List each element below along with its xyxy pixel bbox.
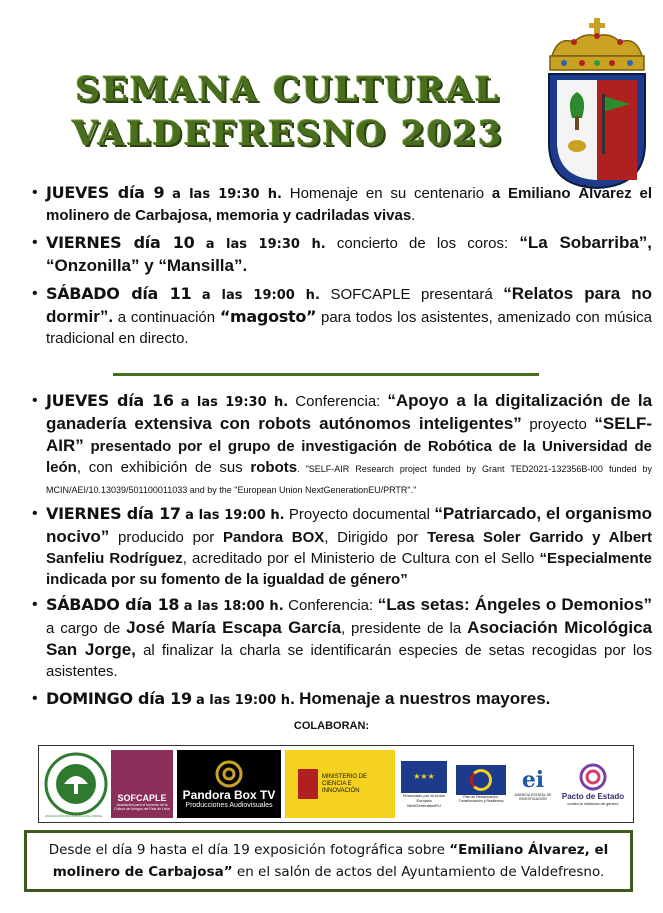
section-divider — [113, 373, 539, 376]
event-text-2: producido por — [118, 529, 215, 546]
exhibition-notice — [24, 830, 633, 892]
event-text: Homenaje en su centenario — [289, 185, 485, 202]
event-highlight-4: robots — [250, 459, 298, 476]
pacto-name: Pacto de Estado — [561, 792, 625, 801]
pandora-logo — [177, 750, 281, 818]
event-highlight: “La Sobarriba”, “Onzonilla” y “Mansilla”. — [46, 233, 653, 275]
pandora-subtitle: Producciones Audiovisuales — [185, 801, 273, 809]
event-text: concierto de los coros: — [336, 235, 509, 252]
event-text: Proyecto documental — [288, 506, 430, 523]
event-highlight: “Apoyo a la digitalización de la ganadería extensiva con robots autónomos inteligentes” — [46, 391, 653, 433]
event-saturday-11 — [30, 283, 652, 349]
event-association: Asociación Micológica San Jorge, — [46, 618, 653, 659]
event-highlight: Homenaje a nuestros mayores. — [299, 689, 551, 708]
event-day: JUEVES día 16 — [46, 391, 174, 410]
event-highlight: “Patriarcado, el organismo nocivo” — [46, 504, 652, 546]
event-time: a las 19:00 h. — [185, 508, 285, 523]
event-funding-note: . "SELF-AIR Research project funded by Grant TED2021-132356B-I00 funded by MCIN/AEI/10.13039/501100011033 and by the "European Union NextGenerationEU/PRTR"." — [46, 464, 653, 495]
event-time: a las 19:30 h. — [205, 237, 326, 252]
event-highlight-2: “magosto” — [219, 307, 317, 326]
event-text: Conferencia: — [288, 597, 374, 614]
event-day: DOMINGO día 19 — [46, 689, 192, 708]
event-friday-10 — [30, 232, 652, 277]
plan-recuperacion-logo — [453, 750, 509, 818]
event-day: SÁBADO día 18 — [46, 595, 180, 614]
event-highlight-4: “Especialmente indicada por su fomento de la igualdad de género” — [46, 550, 653, 588]
ministerio-name: MINISTERIO DE CIENCIA E INNOVACIÓN — [322, 773, 368, 794]
title-line-2: VALDEFRESNO 2023 — [72, 114, 504, 154]
ministerio-logo — [285, 750, 395, 818]
eu-logo: ★★★ Financiado por la Unión Europea NextGenerationEU — [399, 750, 449, 818]
event-day: VIERNES día 17 — [46, 504, 181, 523]
event-text-3: , presidente de la — [341, 620, 462, 637]
event-day: VIERNES día 10 — [46, 233, 195, 252]
event-text-end: . — [411, 207, 416, 224]
event-highlight: a Emiliano Álvarez el molinero de Carbajosa, memoria y cadriladas vivas — [46, 185, 653, 224]
event-highlight: “Relatos para no dormir”. — [46, 284, 653, 326]
eu-nextgen: NextGenerationEU — [407, 802, 441, 808]
micologica-name: ASOCIACIÓN MICOLÓGICA SAN JORGE — [45, 814, 102, 818]
micologica-logo — [43, 750, 109, 818]
event-day: JUEVES día 9 — [46, 183, 165, 202]
events-week-1 — [30, 182, 652, 349]
notice-highlight: “Emiliano Álvarez, el molinero de Carbajosa” — [52, 842, 609, 880]
aei-logo: ei AGENCIA ESTATAL DE INVESTIGACIÓN — [514, 767, 552, 801]
event-highlight: “Las setas: Ángeles o Demonios” — [377, 595, 653, 614]
event-highlight-2: Pandora BOX — [223, 529, 325, 546]
event-thursday-9 — [30, 182, 652, 226]
event-time: a las 18:00 h. — [183, 599, 284, 614]
pacto-estado-logo — [557, 750, 629, 818]
pandora-name: Pandora Box TV — [182, 787, 276, 802]
event-thursday-16 — [30, 390, 652, 499]
event-text-2: proyecto — [529, 416, 587, 433]
eu-financed: Financiado por la Unión Europea — [402, 792, 446, 803]
plan-name: Plan de Recuperación, Transformación y Resiliencia — [458, 795, 504, 803]
coat-of-arms-logo — [544, 18, 650, 190]
event-text: Conferencia: — [295, 393, 381, 410]
sofcaple-name: SOFCAPLE — [117, 793, 167, 803]
event-time: a las 19:00 h. — [196, 693, 295, 708]
notice-text: Desde el día 9 hasta el día 19 exposición fotográfica sobre — [48, 842, 445, 858]
event-text-3: , Dirigido por — [324, 529, 419, 546]
event-friday-17 — [30, 503, 652, 590]
event-text-3: , con exhibición de sus — [76, 459, 243, 476]
colaboran-heading: COLABORAN: — [293, 720, 370, 732]
event-time: a las 19:30 h. — [180, 395, 289, 410]
event-time: a las 19:30 h. — [172, 187, 282, 202]
sofcaple-subtitle: Asociación para el fomento de la Cultura de Amigos del País de León — [114, 803, 170, 811]
event-sunday-19 — [30, 688, 652, 711]
event-text-4: , acreditado por el Ministerio de Cultura con el Sello — [182, 550, 535, 567]
event-time: a las 19:00 h. — [201, 288, 320, 303]
title-line-1: SEMANA CULTURAL — [75, 70, 501, 110]
aei-name: AGENCIA ESTATAL DE INVESTIGACIÓN — [514, 793, 552, 801]
event-text-3: para todos los asistentes, amenizado con música tradicional en directo. — [46, 309, 653, 347]
notice-text-2: en el salón de actos del Ayuntamiento de Valdefresno. — [236, 864, 605, 880]
event-text-2: a continuación — [117, 309, 216, 326]
pacto-subtitle: contra la violencia de género — [567, 801, 619, 806]
event-day: SÁBADO día 11 — [46, 284, 192, 303]
sponsor-logos — [38, 745, 634, 823]
event-highlight-3: Teresa Soler Garrido y Albert Sanfeliu Rodríguez — [46, 529, 653, 567]
event-speaker: José María Escapa García — [126, 618, 342, 637]
event-saturday-18 — [30, 594, 652, 682]
event-text-4: al finalizar la charla se identificarán especies de setas recogidas por los asistentes. — [46, 642, 652, 680]
event-text-2: a cargo de — [46, 620, 121, 637]
event-project-name: “SELF-AIR” — [46, 414, 652, 455]
event-text: SOFCAPLE presentará — [330, 286, 493, 303]
event-highlight-3: presentado por el grupo de investigación de Robótica de la Universidad de león — [46, 438, 652, 476]
sofcaple-logo — [111, 750, 173, 818]
events-week-2 — [30, 390, 652, 711]
